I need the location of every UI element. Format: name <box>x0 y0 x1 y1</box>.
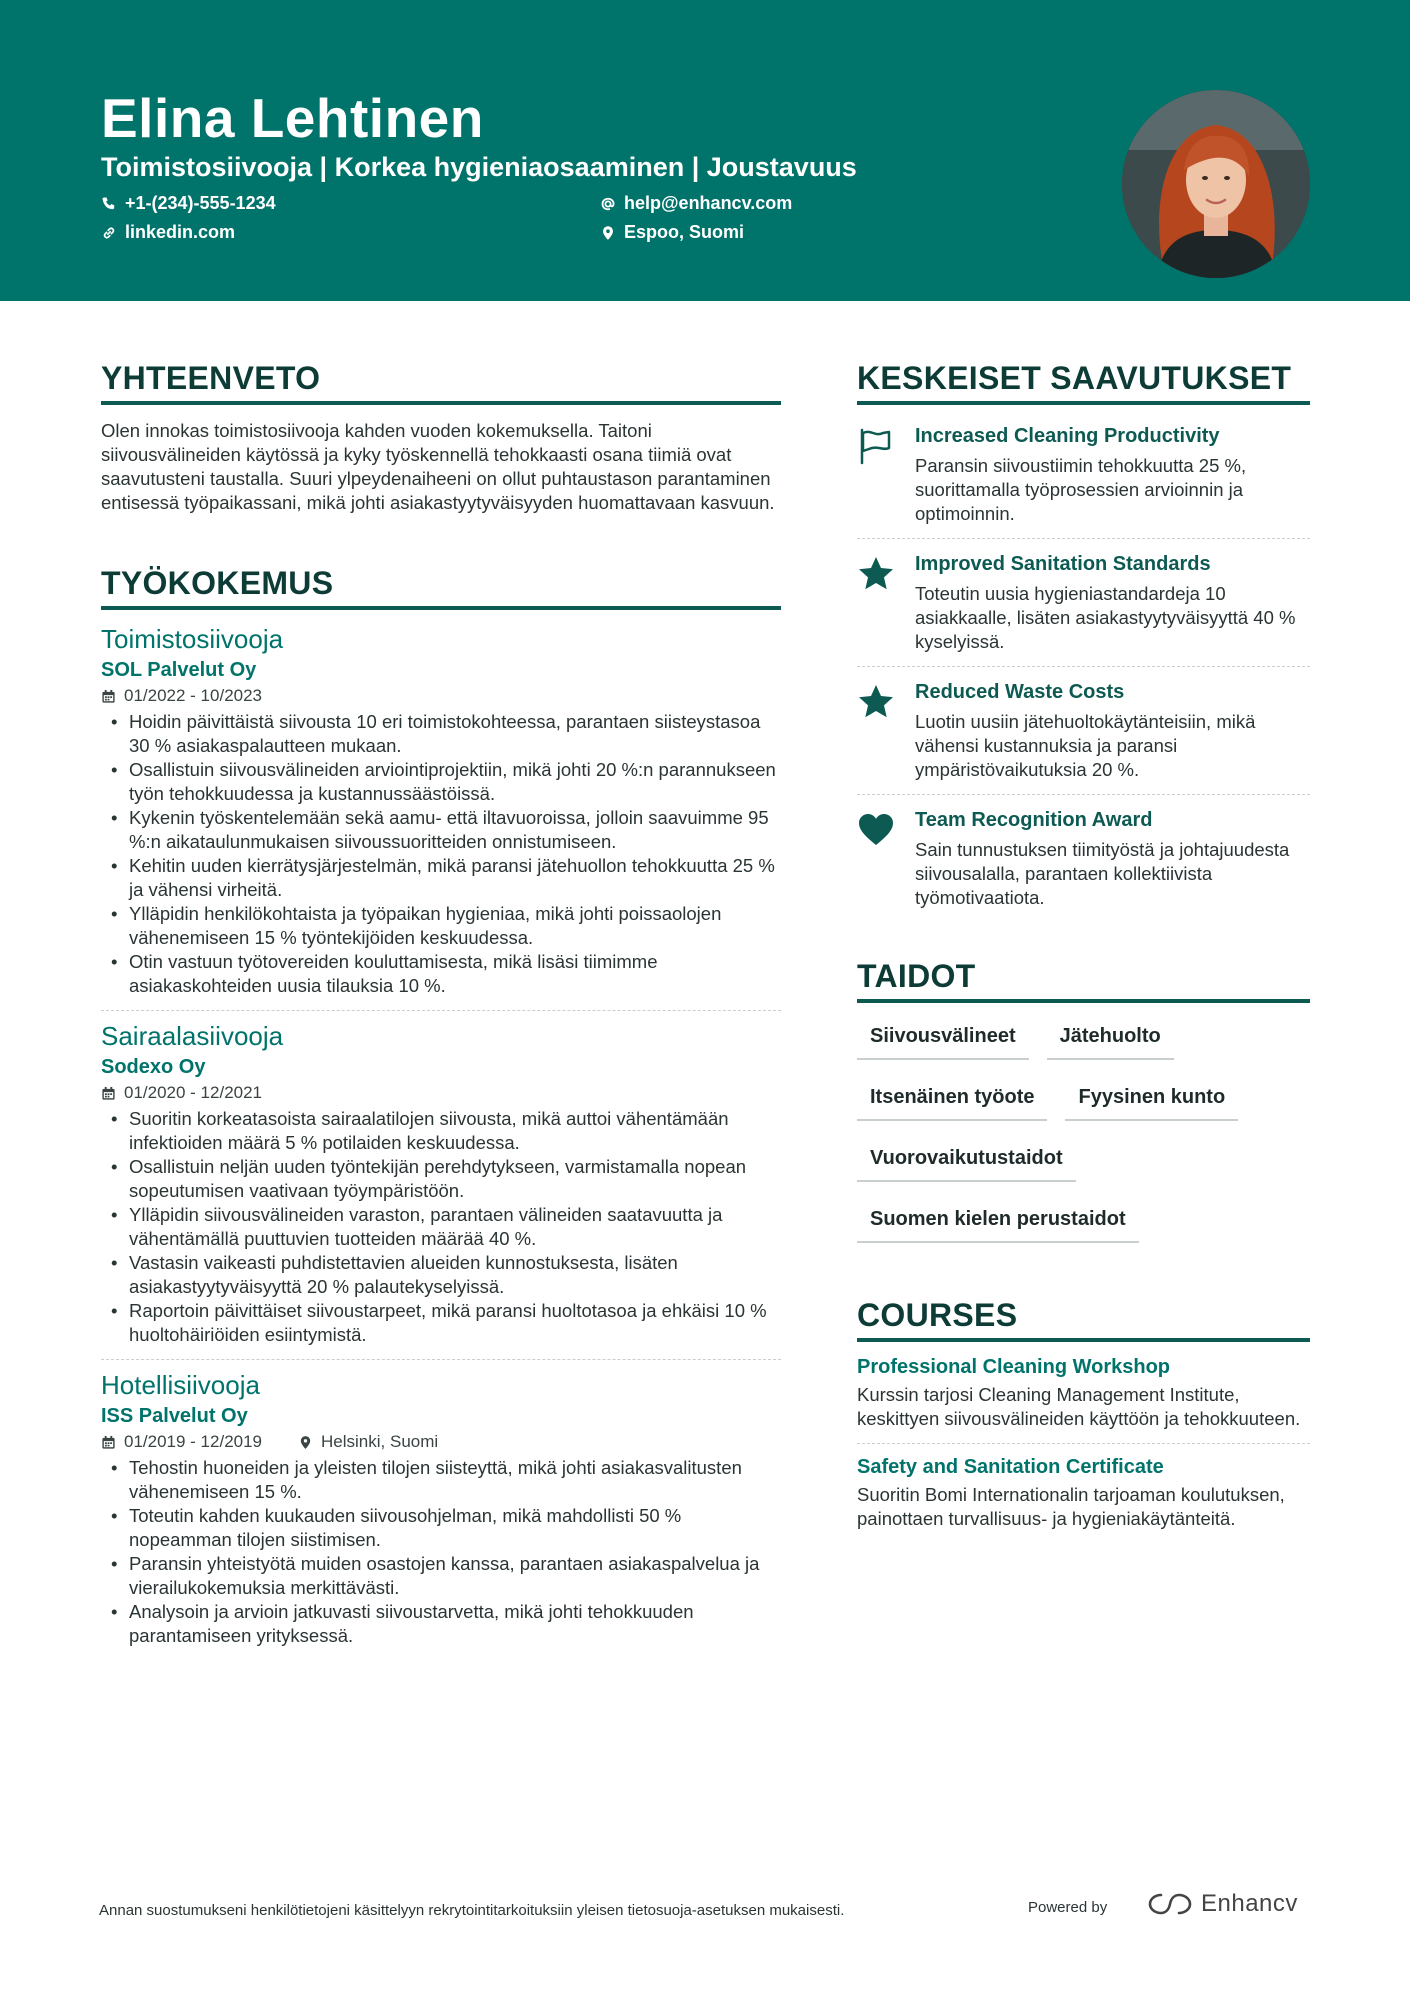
job-title: Hotellisiivooja <box>101 1370 260 1400</box>
achievement-item <box>857 538 1310 666</box>
calendar-icon <box>101 689 116 704</box>
bullet-item: • Paransin yhteistyötä muiden osastojen kanssa, parantaen asiakaspalvelua ja vierailukokemuksia merkittävästi. <box>101 1552 781 1600</box>
bullet-item: • Suoritin korkeatasoista sairaalatilojen siivousta, mikä auttoi vähentämään infektioiden määrä 5 % potilaiden keskuudessa. <box>101 1107 781 1155</box>
summary-section <box>101 360 781 515</box>
star-icon <box>857 555 895 593</box>
enhancv-brand-name: Enhancv <box>1201 1890 1298 1917</box>
job-entry <box>101 1010 781 1359</box>
course-title: Professional Cleaning Workshop <box>857 1356 1171 1378</box>
achievement-item <box>857 794 1310 910</box>
company-name: ISS Palvelut Oy <box>101 1405 248 1427</box>
courses-heading: COURSES <box>857 1297 1310 1342</box>
achievement-item <box>857 666 1310 794</box>
experience-section <box>101 565 781 1660</box>
calendar-icon <box>101 1086 116 1101</box>
job-dates: 01/2022 - 10/2023 <box>124 686 263 705</box>
bullet-item: • Kykenin työskentelemään sekä aamu- että iltavuoroissa, jolloin saavuimme 95 %:n aikataulunmukaisen siivoussuoritteiden onnistumiseen. <box>101 806 781 854</box>
profile-photo <box>1122 90 1310 278</box>
achievement-item <box>857 419 1310 538</box>
bullet-item: • Toteutin kahden kuukauden siivousohjelman, mikä mahdollisti 50 % nopeamman tilojen siistimisen. <box>101 1504 781 1552</box>
bullet-item: • Analysoin ja arvioin jatkuvasti siivoustarvetta, mikä johti tehokkuuden parantamiseen yrityksessä. <box>101 1600 781 1648</box>
left-column <box>101 360 781 1660</box>
skill-tag: Vuorovaikutustaidot <box>857 1143 1076 1182</box>
summary-heading: YHTEENVETO <box>101 360 781 405</box>
linkedin-text[interactable]: linkedin.com <box>125 222 236 242</box>
portrait-illustration <box>1122 90 1310 278</box>
skill-tag: Suomen kielen perustaidot <box>857 1204 1139 1243</box>
job-entry <box>101 624 781 1010</box>
job-meta <box>101 686 781 706</box>
at-icon <box>600 196 616 212</box>
job-bullets <box>101 710 781 998</box>
flag-icon <box>857 427 895 465</box>
course-desc: Suoritin Bomi Internationalin tarjoaman koulutuksen, painottaen turvallisuus- ja hygieniakäytänteitä. <box>857 1484 1285 1529</box>
job-bullets <box>101 1456 781 1648</box>
achievement-desc: Luotin uusiin jätehuoltokäytänteisiin, mikä vähensi kustannuksia ja paransi ympäristövaikutuksia 20 %. <box>915 711 1256 780</box>
gdpr-consent-note: Annan suostumukseni henkilötietojeni käsittelyyn rekrytointitarkoituksiin yleisen tietosuoja-asetuksen mukaisesti. <box>99 1902 845 1919</box>
resume-header <box>0 0 1410 301</box>
bullet-item: • Osallistuin siivousvälineiden arviointiprojektiin, mikä johti 20 %:n parannukseen työn tehokkuudessa ja kustannussäästöissä. <box>101 758 781 806</box>
candidate-tagline: Toimistosiivooja | Korkea hygieniaosaaminen | Joustavuus <box>101 152 857 182</box>
bullet-item: • Osallistuin neljän uuden työntekijän perehdytykseen, varmistamalla nopean sopeutumisen vaativaan työympäristöön. <box>101 1155 781 1203</box>
job-location: Helsinki, Suomi <box>321 1432 439 1451</box>
achievement-desc: Paransin siivoustiimin tehokkuutta 25 %, suorittamalla työprosessien arvioinnin ja optimoinnin. <box>915 455 1247 524</box>
link-icon <box>101 225 117 241</box>
skill-tag: Siivousvälineet <box>857 1021 1029 1060</box>
job-title: Toimistosiivooja <box>101 624 284 654</box>
achievement-title: Team Recognition Award <box>915 809 1153 831</box>
job-entry <box>101 1359 781 1660</box>
bullet-item: • Ylläpidin henkilökohtaista ja työpaikan hygieniaa, mikä johti poissaolojen vähenemiseen 15 % työntekijöiden keskuudessa. <box>101 902 781 950</box>
skills-section <box>857 958 1310 1249</box>
calendar-icon <box>101 1435 116 1450</box>
job-dates: 01/2019 - 12/2019 <box>124 1432 263 1451</box>
bullet-item: • Tehostin huoneiden ja yleisten tilojen siisteyttä, mikä johti asiakasvalitusten vähenemiseen 15 %. <box>101 1456 781 1504</box>
courses-section <box>857 1297 1310 1543</box>
course-desc: Kurssin tarjosi Cleaning Management Institute, keskittyen siivousvälineiden käyttöön ja tehokkuuteen. <box>857 1384 1301 1429</box>
company-name: Sodexo Oy <box>101 1056 206 1078</box>
contact-linkedin[interactable] <box>101 222 235 243</box>
bullet-item: • Vastasin vaikeasti puhdistettavien alueiden kunnostuksesta, lisäten asiakastyytyväisyyttä 20 % palautekyselyissä. <box>101 1251 781 1299</box>
contact-phone <box>101 193 276 214</box>
contact-email[interactable] <box>600 193 792 214</box>
phone-icon <box>101 196 117 212</box>
course-item <box>857 1443 1310 1543</box>
skills-heading: TAIDOT <box>857 958 1310 1003</box>
course-title: Safety and Sanitation Certificate <box>857 1456 1164 1478</box>
candidate-name: Elina Lehtinen <box>101 87 484 149</box>
email-text[interactable]: help@enhancv.com <box>624 193 793 213</box>
skill-tag: Fyysinen kunto <box>1065 1082 1238 1121</box>
location-pin-icon <box>298 1435 313 1450</box>
company-name: SOL Palvelut Oy <box>101 659 257 681</box>
achievement-title: Increased Cleaning Productivity <box>915 425 1220 447</box>
heart-icon <box>857 811 895 849</box>
job-meta <box>101 1432 781 1452</box>
job-title: Sairaalasiivooja <box>101 1021 284 1051</box>
skill-tag: Itsenäinen työote <box>857 1082 1047 1121</box>
achievements-section <box>857 360 1310 910</box>
location-pin-icon <box>600 225 616 241</box>
experience-heading: TYÖKOKEMUS <box>101 565 781 610</box>
contact-location <box>600 222 744 243</box>
skill-tag: Jätehuolto <box>1047 1021 1174 1060</box>
achievement-title: Reduced Waste Costs <box>915 681 1125 703</box>
skills-list <box>857 1017 1310 1249</box>
right-column <box>857 360 1310 1543</box>
course-item <box>857 1356 1310 1443</box>
bullet-item: • Ylläpidin siivousvälineiden varaston, parantaen välineiden saatavuutta ja vähentämällä puuttuvien tuotteiden määrää 40 %. <box>101 1203 781 1251</box>
achievement-title: Improved Sanitation Standards <box>915 553 1211 575</box>
achievements-heading: KESKEISET SAAVUTUKSET <box>857 360 1310 405</box>
achievement-desc: Sain tunnustuksen tiimityöstä ja johtajuudesta siivousalalla, parantaen kollektiivista työmotivaatiota. <box>915 839 1290 908</box>
powered-by-label: Powered by <box>1028 1899 1108 1916</box>
bullet-item: • Otin vastuun työtovereiden kouluttamisesta, mikä lisäsi tiimimme asiakaskohteiden uusia tilauksia 10 %. <box>101 950 781 998</box>
enhancv-logo[interactable] <box>1147 1890 1298 1918</box>
location-text: Espoo, Suomi <box>624 222 745 242</box>
enhancv-logo-icon <box>1147 1891 1193 1917</box>
job-meta <box>101 1083 781 1103</box>
bullet-item: • Hoidin päivittäistä siivousta 10 eri toimistokohteessa, parantaen siisteystasoa 30 % asiakaspalautteen mukaan. <box>101 710 781 758</box>
job-bullets <box>101 1107 781 1347</box>
summary-text: Olen innokas toimistosiivooja kahden vuoden kokemuksella. Taitoni siivousvälineiden käytössä ja kyky työskennellä tehokkaasti osana tiimiä ovat saavutusteni taustalla. Suuri ylpeydenaiheeni on ollut puhtaustason parantaminen entisessä työpaikassani, mikä johti asiakastyytyväisyyden huomattavaan kasvuun. <box>101 420 775 513</box>
achievement-desc: Toteutin uusia hygieniastandardeja 10 asiakkaalle, lisäten asiakastyytyväisyyttä 40 % kyselyissä. <box>915 583 1296 652</box>
bullet-item: • Raportoin päivittäiset siivoustarpeet, mikä paransi huoltotasoa ja ehkäisi 10 % huoltohäiriöiden esiintymistä. <box>101 1299 781 1347</box>
job-dates: 01/2020 - 12/2021 <box>124 1083 263 1102</box>
star-icon <box>857 683 895 721</box>
phone-text: +1-(234)-555-1234 <box>125 193 276 213</box>
bullet-item: • Kehitin uuden kierrätysjärjestelmän, mikä paransi jätehuollon tehokkuutta 25 % ja vähensi virheitä. <box>101 854 781 902</box>
